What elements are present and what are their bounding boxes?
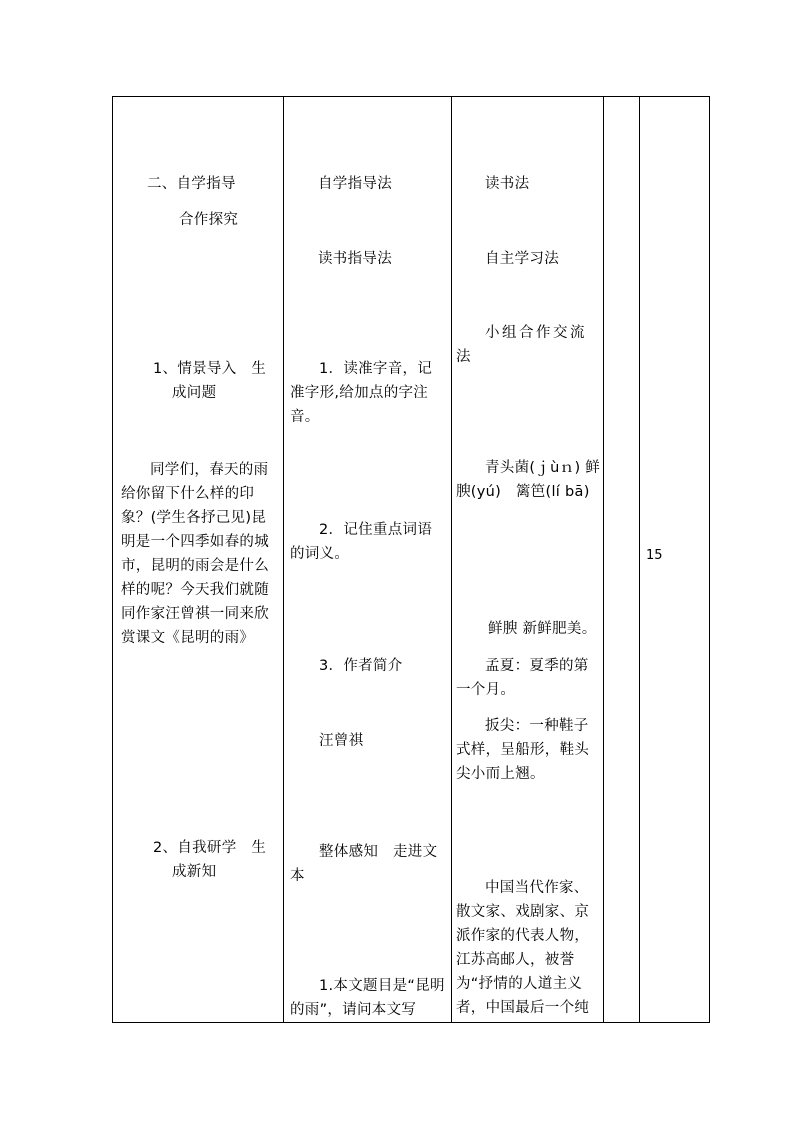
method-reading: 读书法 [485, 176, 530, 192]
column-student-activity [452, 97, 603, 1022]
section-heading: 二、自学指导 [147, 176, 236, 192]
task-pronunciation: 1．读准字音，记准字形,给加点的字注音。 [290, 361, 433, 425]
column-teacher-guidance [284, 97, 451, 1022]
overall-perception: 整体感知 走进文本 [290, 844, 438, 884]
step2-title-cont: 成新知 [172, 864, 217, 880]
definition-mengxia: 孟夏：夏季的第一个月。 [456, 658, 589, 698]
method-self-study-guide: 自学指导法 [318, 176, 392, 192]
definition-xianyu: 鲜腴 新鲜肥美。 [488, 621, 597, 637]
method-reading-guide: 读书指导法 [318, 251, 392, 267]
column-divider-3 [603, 97, 604, 1022]
method-group-cooperation: 小组合作交流法 [456, 325, 587, 365]
author-biography: 中国当代作家、散文家、戏剧家、京派作家的代表人物，江苏高邮人，被誉为“抒情的人道主义者，中国最后一个纯 [456, 880, 590, 1016]
intro-paragraph: 同学们，春天的雨给你留下什么样的印象？(学生各抒己见)昆明是一个四季如春的城市，昆明的雨会是什么样的呢？今天我们就随同作家汪曾祺一同来欣赏课文《昆明的雨》 [121, 462, 269, 646]
step1-title: 1、情景导入 生 [153, 361, 267, 377]
task-author-intro: 3．作者简介 [319, 658, 403, 674]
task-vocabulary: 2．记住重点词语的词义。 [290, 522, 433, 562]
section-subheading: 合作探究 [179, 212, 239, 228]
time-minutes: 15 [646, 548, 663, 563]
column-remarks-spacer [640, 97, 710, 1022]
definition-banjian: 扳尖：一种鞋子式样，呈船形，鞋头尖小而上翘。 [456, 718, 590, 782]
pinyin-annotation: 青头菌(ｊùｎ) 鲜腴(yú) 篱笆(lí bā) [456, 460, 601, 500]
step2-title: 2、自我研学 生 [153, 840, 267, 856]
lesson-plan-table [112, 96, 710, 1023]
step1-title-cont: 成问题 [172, 385, 217, 401]
column-teaching-process [113, 97, 283, 1022]
author-name: 汪曾祺 [319, 733, 364, 749]
method-independent-learning: 自主学习法 [485, 251, 559, 267]
question-one: 1.本文题目是“昆明的雨”，请问本文写 [290, 978, 445, 1018]
